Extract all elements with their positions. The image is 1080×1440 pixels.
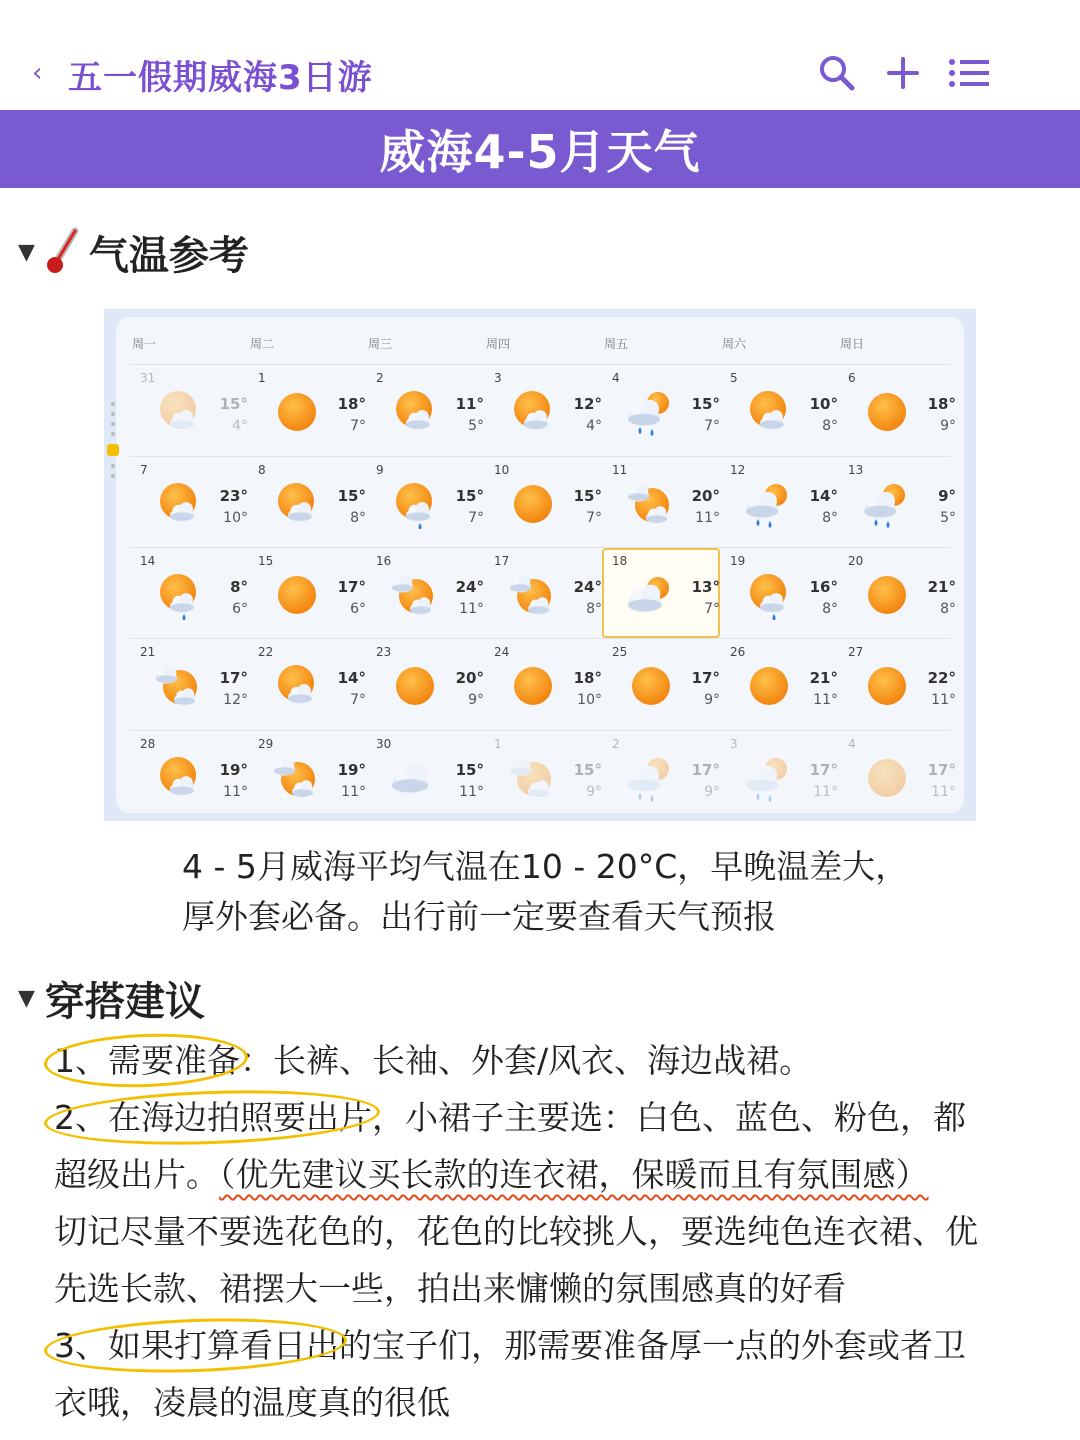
temp-low: 7° <box>350 418 366 434</box>
weekday-header: 周二 <box>250 337 275 351</box>
temp-low: 9° <box>704 784 720 800</box>
temperature-range <box>920 759 956 803</box>
weekday-header: 周一 <box>132 337 157 351</box>
caption-line: 4 - 5月威海平均气温在10 - 20°C，早晚温差大， <box>182 847 909 886</box>
sun-weather-icon <box>862 570 912 620</box>
temperature-range <box>212 485 248 529</box>
cloud-rain-sun-weather-icon <box>626 387 676 437</box>
temp-high: 12° <box>573 395 602 413</box>
advice-item-2-line <box>54 1146 929 1203</box>
sun-cloud-weather-icon <box>744 387 794 437</box>
sun-cloud2-weather-icon <box>154 661 204 711</box>
temp-low: 11° <box>813 692 838 708</box>
calendar-day[interactable] <box>248 548 366 638</box>
temp-low: 10° <box>577 692 602 708</box>
day-number: 4 <box>612 371 620 385</box>
calendar-day[interactable] <box>838 457 956 547</box>
calendar-day[interactable] <box>602 365 720 455</box>
calendar-day[interactable] <box>484 731 602 821</box>
advice-text: 超级出片。 <box>54 1155 219 1194</box>
temperature-range <box>566 667 602 711</box>
sun-weather-icon <box>862 661 912 711</box>
temp-low: 12° <box>223 692 248 708</box>
temperature-range <box>566 759 602 803</box>
weekday-header: 周四 <box>486 337 511 351</box>
calendar-day[interactable] <box>838 365 956 455</box>
banner-title: 威海4-5月天气 <box>0 110 1080 188</box>
temp-high: 23° <box>219 487 248 505</box>
temp-high: 19° <box>219 761 248 779</box>
day-number: 4 <box>848 737 856 751</box>
temp-high: 24° <box>455 578 484 596</box>
temperature-range <box>920 485 956 529</box>
day-number: 14 <box>140 554 156 568</box>
sun-weather-icon <box>272 387 322 437</box>
section-title: 穿搭建议 <box>44 979 205 1025</box>
day-number: 1 <box>494 737 502 751</box>
temp-high: 18° <box>927 395 956 413</box>
temperature-range <box>330 667 366 711</box>
sun-weather-icon <box>390 661 440 711</box>
cloud-weather-icon <box>390 753 440 803</box>
sun-cloud2-weather-icon <box>508 570 558 620</box>
temp-high: 17° <box>809 761 838 779</box>
day-number: 22 <box>258 645 274 659</box>
temp-low: 11° <box>459 601 484 617</box>
temp-high: 13° <box>691 578 720 596</box>
temp-high: 8° <box>230 578 248 596</box>
advice-item-1 <box>54 1032 812 1089</box>
temperature-range <box>684 759 720 803</box>
temp-high: 21° <box>927 578 956 596</box>
calendar-day[interactable] <box>720 548 838 638</box>
collapse-triangle-icon[interactable]: ▼ <box>18 986 35 1011</box>
day-number: 25 <box>612 645 628 659</box>
day-number: 11 <box>612 463 628 477</box>
day-number: 29 <box>258 737 274 751</box>
weekday-header: 周六 <box>722 337 747 351</box>
temp-low: 7° <box>704 601 720 617</box>
temp-low: 8° <box>940 601 956 617</box>
weekday-header: 周三 <box>368 337 393 351</box>
calendar-day[interactable] <box>720 731 838 821</box>
day-number: 26 <box>730 645 746 659</box>
temperature-range <box>330 393 366 437</box>
temp-high: 20° <box>455 669 484 687</box>
calendar-day[interactable] <box>248 639 366 729</box>
advice-item-2-line: 先选长款、裙摆大一些，拍出来慵懒的氛围感真的好看 <box>54 1269 846 1308</box>
temp-low: 10° <box>223 510 248 526</box>
calendar-day[interactable] <box>602 639 720 729</box>
day-number: 19 <box>730 554 746 568</box>
calendar-day[interactable] <box>484 639 602 729</box>
temp-high: 15° <box>455 487 484 505</box>
cloud-sun-weather-icon <box>626 570 676 620</box>
temp-high: 17° <box>927 761 956 779</box>
temp-high: 16° <box>809 578 838 596</box>
temp-low: 6° <box>350 601 366 617</box>
temp-low: 4° <box>232 418 248 434</box>
calendar-day[interactable] <box>720 639 838 729</box>
sun-cloud-rain-weather-icon <box>744 570 794 620</box>
temperature-range <box>920 576 956 620</box>
sun-cloud-rain-weather-icon <box>154 570 204 620</box>
caption-line: 厚外套必备。出行前一定要查看天气预报 <box>182 897 776 936</box>
sun-cloud2-weather-icon <box>626 479 676 529</box>
sun-weather-icon <box>862 753 912 803</box>
advice-text: ，小裙子主要选：白色、蓝色、粉色，都 <box>372 1098 966 1137</box>
advice-item-3-line: 衣哦，凌晨的温度真的很低 <box>54 1383 450 1422</box>
temp-high: 14° <box>809 487 838 505</box>
day-number: 8 <box>258 463 266 477</box>
temp-low: 7° <box>704 418 720 434</box>
section-title: 气温参考 <box>88 233 249 279</box>
day-number: 9 <box>376 463 384 477</box>
sun-cloud2-weather-icon <box>390 570 440 620</box>
sun-weather-icon <box>272 570 322 620</box>
temp-low: 4° <box>586 418 602 434</box>
temp-high: 18° <box>337 395 366 413</box>
day-number: 13 <box>848 463 864 477</box>
weather-caption <box>182 842 908 942</box>
calendar-day[interactable] <box>720 457 838 547</box>
day-number: 7 <box>140 463 148 477</box>
temp-high: 17° <box>337 578 366 596</box>
temp-high: 19° <box>337 761 366 779</box>
top-bar <box>0 0 1080 110</box>
sun-cloud2-weather-icon <box>508 753 558 803</box>
cloud-rain-sun-weather-icon <box>744 753 794 803</box>
day-number: 30 <box>376 737 392 751</box>
search-icon[interactable] <box>812 48 862 98</box>
calendar-day[interactable] <box>602 457 720 547</box>
temperature-range <box>802 393 838 437</box>
weekday-header: 周五 <box>604 337 629 351</box>
calendar-day[interactable] <box>484 548 602 638</box>
temp-low: 11° <box>459 784 484 800</box>
calendar-day[interactable] <box>838 548 956 638</box>
temp-low: 8° <box>586 601 602 617</box>
page-title: 五一假期威海3日游 <box>68 58 373 98</box>
temperature-range <box>684 393 720 437</box>
temp-low: 8° <box>350 510 366 526</box>
calendar-day[interactable] <box>130 639 248 729</box>
calendar-grid <box>116 317 964 813</box>
temp-low: 9° <box>704 692 720 708</box>
temp-high: 11° <box>455 395 484 413</box>
day-number: 21 <box>140 645 156 659</box>
temp-high: 15° <box>337 487 366 505</box>
cloud-rain-sun-weather-icon <box>626 753 676 803</box>
day-number: 20 <box>848 554 864 568</box>
temperature-range <box>212 759 248 803</box>
temp-high: 15° <box>219 395 248 413</box>
day-number: 17 <box>494 554 510 568</box>
sun-cloud-weather-icon <box>272 661 322 711</box>
temperature-range <box>920 393 956 437</box>
calendar-day[interactable] <box>130 457 248 547</box>
day-number: 27 <box>848 645 864 659</box>
temp-high: 14° <box>337 669 366 687</box>
temp-low: 11° <box>931 692 956 708</box>
calendar-day[interactable] <box>484 365 602 455</box>
temperature-range <box>802 667 838 711</box>
highlighted-text: 1、需要准备 <box>54 1032 240 1089</box>
advice-text: ：长裤、长袖、外套/风衣、海边战裙。 <box>240 1041 813 1080</box>
chevron-left-icon[interactable]: ‹ <box>32 58 43 88</box>
temperature-range <box>330 485 366 529</box>
day-number: 3 <box>494 371 502 385</box>
temp-low: 8° <box>822 418 838 434</box>
weekday-header: 周日 <box>840 337 865 351</box>
temperature-range <box>448 759 484 803</box>
temp-high: 15° <box>573 761 602 779</box>
temp-low: 7° <box>350 692 366 708</box>
calendar-day[interactable] <box>130 548 248 638</box>
temp-high: 17° <box>691 761 720 779</box>
temperature-range <box>330 759 366 803</box>
calendar-day[interactable] <box>720 365 838 455</box>
temp-low: 11° <box>931 784 956 800</box>
highlighted-text: 2、在海边拍照要出片 <box>54 1089 372 1146</box>
temperature-range <box>566 393 602 437</box>
day-number: 31 <box>140 371 156 385</box>
calendar-day[interactable] <box>248 365 366 455</box>
sun-cloud-rain-weather-icon <box>390 479 440 529</box>
temp-low: 9° <box>586 784 602 800</box>
temperature-range <box>684 485 720 529</box>
side-scroll-handle[interactable] <box>104 400 122 484</box>
temp-high: 9° <box>938 487 956 505</box>
day-number: 6 <box>848 371 856 385</box>
temp-low: 11° <box>695 510 720 526</box>
temp-high: 17° <box>219 669 248 687</box>
temperature-range <box>566 485 602 529</box>
calendar-day-today[interactable] <box>602 548 720 638</box>
calendar-day[interactable] <box>130 365 248 455</box>
temp-low: 11° <box>813 784 838 800</box>
calendar-day[interactable] <box>838 639 956 729</box>
section-outfit-header[interactable] <box>18 970 205 1027</box>
temp-high: 15° <box>455 761 484 779</box>
temp-high: 18° <box>573 669 602 687</box>
day-number: 28 <box>140 737 156 751</box>
temp-high: 22° <box>927 669 956 687</box>
sun-cloud-weather-icon <box>154 387 204 437</box>
day-number: 3 <box>730 737 738 751</box>
sun-cloud-weather-icon <box>154 479 204 529</box>
day-number: 18 <box>612 554 628 568</box>
calendar-day[interactable] <box>130 731 248 821</box>
temperature-range <box>802 485 838 529</box>
temp-low: 11° <box>223 784 248 800</box>
temperature-range <box>448 576 484 620</box>
temperature-range <box>448 485 484 529</box>
sun-cloud-weather-icon <box>154 753 204 803</box>
temp-high: 10° <box>809 395 838 413</box>
cloud-rain-sun-weather-icon <box>862 479 912 529</box>
section-temperature-header[interactable] <box>18 224 249 281</box>
advice-item-2-line: 切记尽量不要选花色的，花色的比较挑人，要选纯色连衣裙、优 <box>54 1212 978 1251</box>
sun-weather-icon <box>626 661 676 711</box>
temp-low: 9° <box>940 418 956 434</box>
calendar-day[interactable] <box>248 731 366 821</box>
calendar-day[interactable] <box>484 457 602 547</box>
calendar-day[interactable] <box>248 457 366 547</box>
day-number: 16 <box>376 554 392 568</box>
calendar-day[interactable] <box>602 731 720 821</box>
day-number: 24 <box>494 645 510 659</box>
temperature-range <box>330 576 366 620</box>
collapse-triangle-icon[interactable]: ▼ <box>18 240 35 265</box>
day-number: 2 <box>376 371 384 385</box>
cloud-rain-sun-weather-icon <box>744 479 794 529</box>
add-icon[interactable] <box>878 48 928 98</box>
day-number: 23 <box>376 645 392 659</box>
advice-item-3 <box>54 1317 966 1374</box>
calendar-day[interactable] <box>366 731 484 821</box>
temp-low: 7° <box>468 510 484 526</box>
temperature-range <box>448 667 484 711</box>
temp-high: 15° <box>573 487 602 505</box>
temperature-range <box>212 393 248 437</box>
calendar-day[interactable] <box>366 457 484 547</box>
temp-low: 8° <box>822 510 838 526</box>
temperature-range <box>920 667 956 711</box>
day-number: 10 <box>494 463 510 477</box>
temperature-range <box>802 576 838 620</box>
temp-low: 5° <box>468 418 484 434</box>
temp-low: 11° <box>341 784 366 800</box>
temperature-range <box>684 576 720 620</box>
temp-low: 7° <box>586 510 602 526</box>
calendar-day[interactable] <box>838 731 956 821</box>
calendar-day[interactable] <box>366 548 484 638</box>
day-number: 1 <box>258 371 266 385</box>
temp-low: 6° <box>232 601 248 617</box>
day-number: 5 <box>730 371 738 385</box>
day-number: 2 <box>612 737 620 751</box>
temp-high: 24° <box>573 578 602 596</box>
weather-calendar <box>104 309 976 821</box>
sun-cloud-weather-icon <box>508 387 558 437</box>
sun-cloud2-weather-icon <box>272 753 322 803</box>
highlighted-text: 3、如果打算看日出 <box>54 1317 339 1374</box>
temp-low: 5° <box>940 510 956 526</box>
sun-weather-icon <box>744 661 794 711</box>
temperature-range <box>212 576 248 620</box>
temperature-range <box>802 759 838 803</box>
day-number: 12 <box>730 463 746 477</box>
calendar-day[interactable] <box>366 639 484 729</box>
temperature-range <box>212 667 248 711</box>
temp-high: 15° <box>691 395 720 413</box>
temp-low: 9° <box>468 692 484 708</box>
temp-low: 8° <box>822 601 838 617</box>
temperature-range <box>448 393 484 437</box>
calendar-day[interactable] <box>366 365 484 455</box>
advice-text: 的宝子们，那需要准备厚一点的外套或者卫 <box>339 1326 966 1365</box>
temperature-range <box>684 667 720 711</box>
sun-weather-icon <box>508 661 558 711</box>
temperature-range <box>566 576 602 620</box>
temp-high: 20° <box>691 487 720 505</box>
list-menu-icon[interactable] <box>944 48 994 98</box>
day-number: 15 <box>258 554 274 568</box>
thermometer-icon <box>45 227 81 279</box>
sun-weather-icon <box>508 479 558 529</box>
sun-cloud-weather-icon <box>390 387 440 437</box>
sun-weather-icon <box>862 387 912 437</box>
wavy-underlined-text: （优先建议买长款的连衣裙，保暖而且有氛围感） <box>219 1155 929 1194</box>
sun-cloud-weather-icon <box>272 479 322 529</box>
advice-item-2 <box>54 1089 966 1146</box>
temp-high: 21° <box>809 669 838 687</box>
temp-high: 17° <box>691 669 720 687</box>
